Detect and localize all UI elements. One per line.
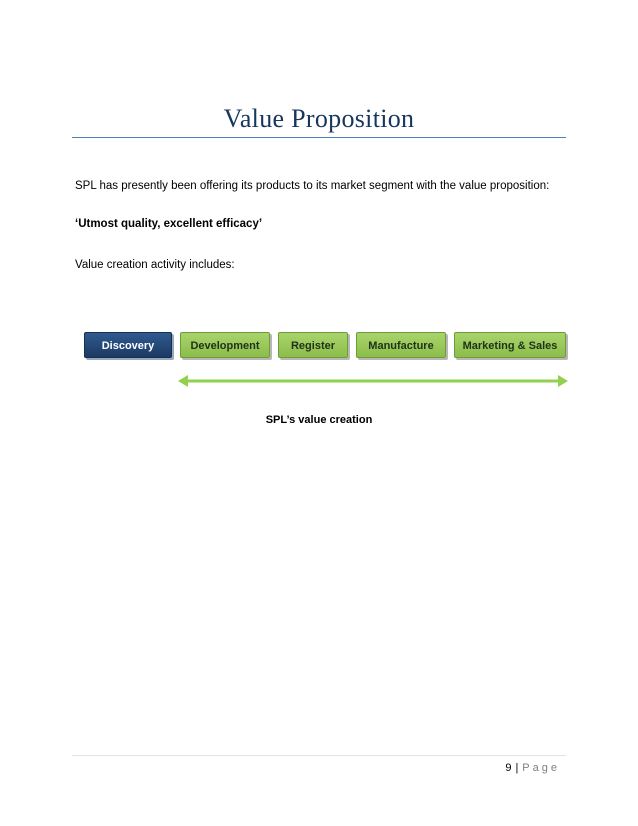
value-proposition-quote: ‘Utmost quality, excellent efficacy’ xyxy=(75,218,263,230)
step-discovery: Discovery xyxy=(84,332,172,358)
page-footer xyxy=(505,762,560,774)
activity-intro: Value creation activity includes: xyxy=(75,259,235,271)
title-underline xyxy=(72,137,566,138)
page-title: Value Proposition xyxy=(223,104,415,133)
step-marketing-sales: Marketing & Sales xyxy=(454,332,566,358)
footer-separator: | xyxy=(515,762,519,774)
page-number: 9 xyxy=(505,762,512,774)
double-arrow-icon xyxy=(178,373,568,389)
step-register: Register xyxy=(278,332,348,358)
footer-divider xyxy=(72,755,566,756)
diagram-caption: SPL’s value creation xyxy=(265,414,373,426)
step-manufacture: Manufacture xyxy=(356,332,446,358)
page-label: Page xyxy=(522,762,560,774)
step-development: Development xyxy=(180,332,270,358)
intro-paragraph: SPL has presently been offering its products to its market segment with the value proposition: xyxy=(75,180,550,192)
